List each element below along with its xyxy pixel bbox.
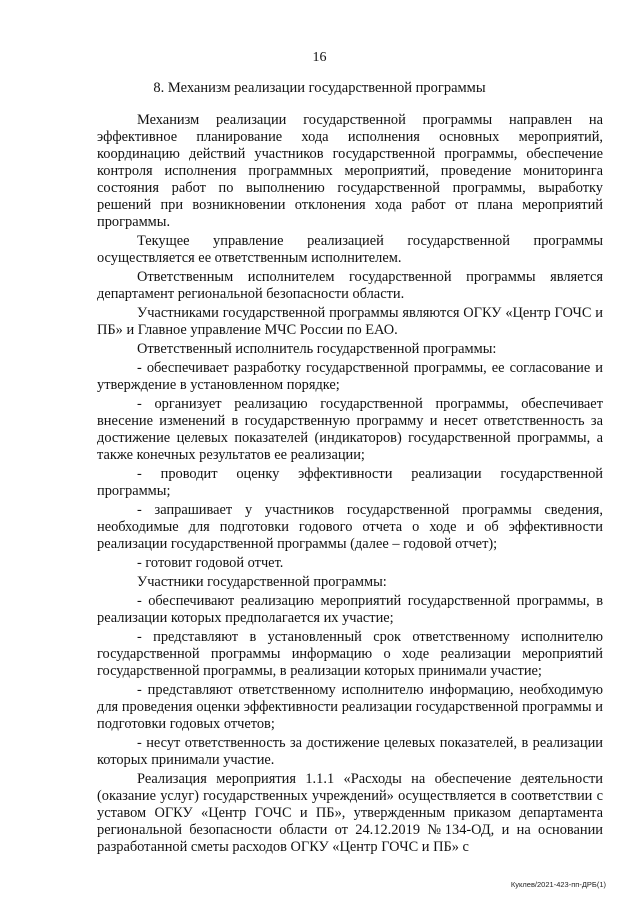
list-item: - организует реализацию государственной программы, обеспечивает внесение изменений в государственную программу и несет ответственность за достижение целевых показателей (индикаторов) государственной программы, а также конечных результатов ее реализации; bbox=[97, 396, 603, 463]
list-item: - представляют ответственному исполнителю информацию, необходимую для проведения оценки эффективности реализации государственной программы и подготовки годовых отчетов; bbox=[97, 682, 603, 732]
paragraph: Реализация мероприятия 1.1.1 «Расходы на обеспечение деятельности (оказание услуг) государственных учреждений» осуществляется в соответствии с уставом ОГКУ «Центр ГОЧС и ПБ», утвержденным приказом департамента региональной безопасности области от 24.12.2019 №134-ОД, и на основании разработанной сметы расходов ОГКУ «Центр ГОЧС и ПБ» с bbox=[97, 771, 603, 855]
document-body bbox=[97, 112, 603, 858]
list-item: - готовит годовой отчет. bbox=[137, 555, 284, 571]
page-number: 16 bbox=[312, 50, 327, 65]
list-item: - обеспечивает разработку государственной программы, ее согласование и утверждение в установленном порядке; bbox=[97, 360, 603, 393]
list-item: - несут ответственность за достижение целевых показателей, в реализации которых принимали участие. bbox=[97, 735, 603, 768]
paragraph: Участники государственной программы: bbox=[137, 574, 387, 590]
paragraph: Механизм реализации государственной программы направлен на эффективное планирование хода исполнения основных мероприятий, координацию действий участников государственной программы, обеспечение контроля исполнения программных мероприятий, проведение мониторинга состояния работ по выполнению государственной программы, выработку решений при возникновении отклонения хода работ от плана мероприятий программы. bbox=[97, 112, 603, 230]
paragraph: Ответственным исполнителем государственной программы является департамент региональной безопасности области. bbox=[97, 269, 603, 302]
list-item: - обеспечивают реализацию мероприятий государственной программы, в реализации которых предполагается их участие; bbox=[97, 593, 603, 626]
paragraph: Текущее управление реализацией государственной программы осуществляется ее ответственным исполнителем. bbox=[97, 233, 603, 266]
section-title: 8. Механизм реализации государственной программы bbox=[153, 80, 486, 96]
footer-document-code: Куклев/2021-423-пп-ДРБ(1) bbox=[510, 880, 606, 889]
paragraph: Ответственный исполнитель государственной программы: bbox=[137, 341, 497, 357]
paragraph: Участниками государственной программы являются ОГКУ «Центр ГОЧС и ПБ» и Главное управление МЧС России по ЕАО. bbox=[97, 305, 603, 338]
list-item: - запрашивает у участников государственной программы сведения, необходимые для подготовки годового отчета о ходе и об эффективности реализации государственной программы (далее – годовой отчет); bbox=[97, 502, 603, 552]
list-item: - проводит оценку эффективности реализации государственной программы; bbox=[97, 466, 603, 499]
list-item: - представляют в установленный срок ответственному исполнителю государственной программы информацию о ходе реализации мероприятий государственной программы, в реализации которых принимали участие; bbox=[97, 629, 603, 679]
